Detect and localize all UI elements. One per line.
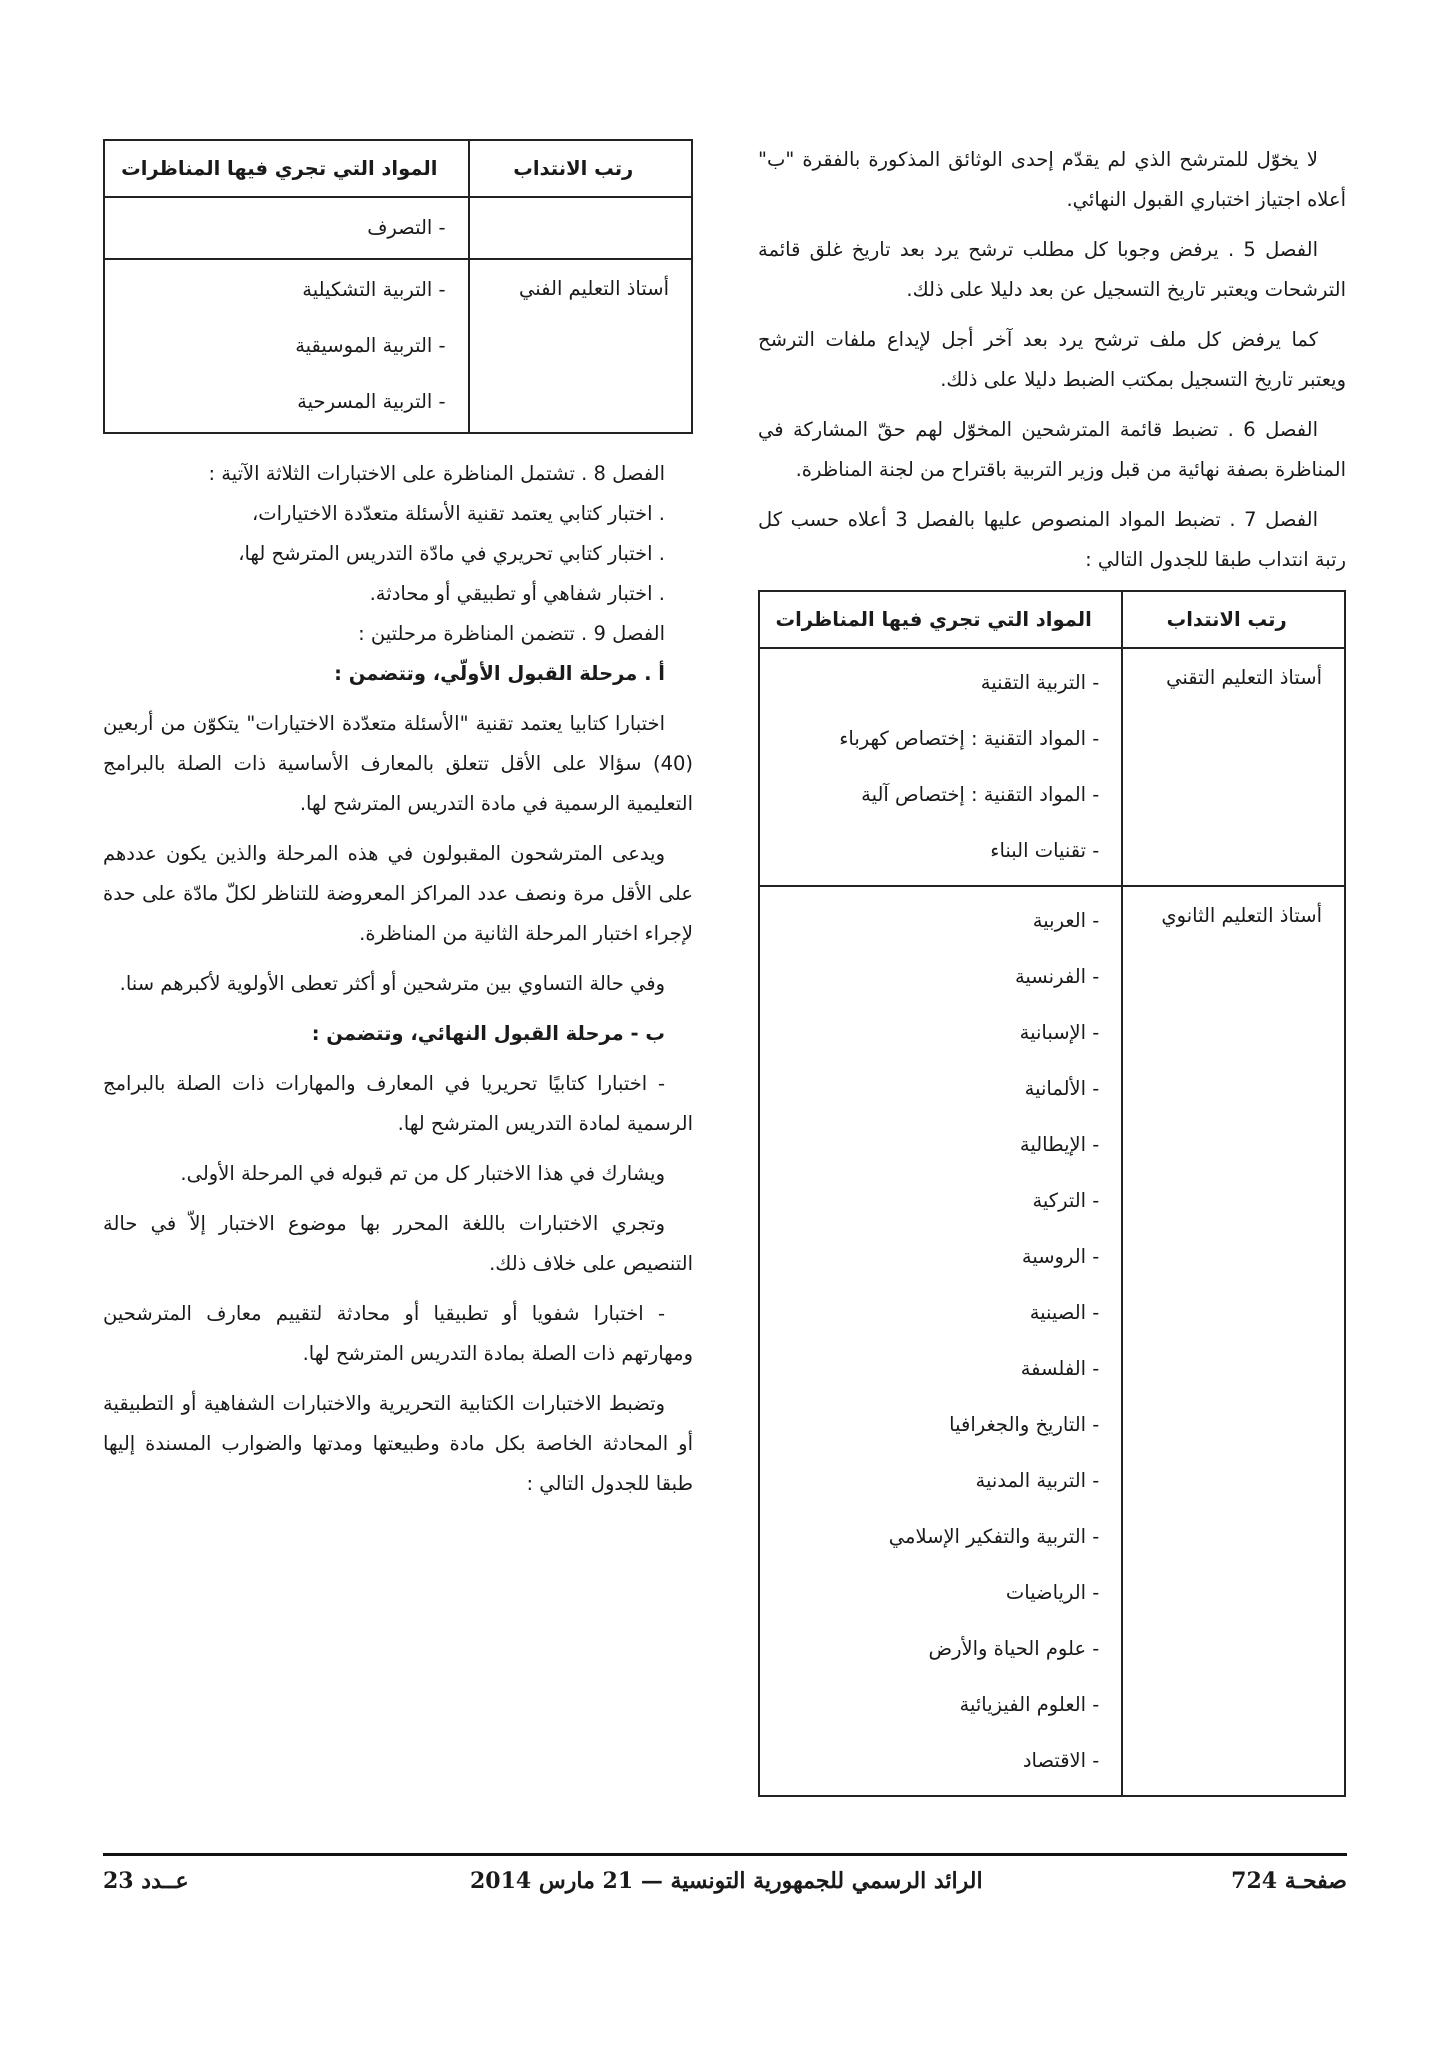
paragraph: وتضبط الاختبارات الكتابية التحريرية والاختبارات الشفاهية أو التطبيقية أو المحادثة الخاصة بكل مادة وطبيعتها ومدتها والضوارب المسندة إليها طبقا للجدول التالي :	[103, 1392, 693, 1495]
subject-item: - التربية الموسيقية	[295, 334, 446, 357]
paragraph: - اختبارا شفويا أو تطبيقيا أو محادثة لتقييم معارف المترشحين ومهارتهم ذات الصلة بمادة التدريس المترشح لها.	[103, 1302, 693, 1365]
journal-title-date: الرائد الرسمي للجمهورية التونسية — 21 مارس 2014	[470, 1868, 983, 1894]
paragraph: لا يخوّل للمترشح الذي لم يقدّم إحدى الوثائق المذكورة بالفقرة "ب" أعلاه اجتياز اختباري القبول النهائي.	[758, 148, 1346, 211]
paragraph: - اختبارا كتابيًا تحريريا في المعارف والمهارات ذات الصلة بالبرامج الرسمية لمادة التدريس المترشح لها.	[103, 1072, 693, 1135]
rank-label: أستاذ التعليم الفني	[519, 277, 669, 300]
footer-divider	[103, 1853, 1347, 1856]
issue-number: عــدد 23	[103, 1868, 189, 1894]
right-column	[758, 140, 1346, 1797]
table-row	[759, 648, 1345, 886]
subjects-cell	[104, 197, 469, 259]
left-paragraphs	[103, 454, 693, 1504]
subject-item: - التربية التشكيلية	[302, 278, 446, 301]
subject-item: - العلوم الفيزيائية	[959, 1693, 1100, 1716]
section-heading: ب - مرحلة القبول النهائي، وتتضمن :	[311, 1022, 665, 1045]
table-row	[759, 886, 1345, 1796]
subjects-cell	[104, 259, 469, 433]
paragraph: . اختبار كتابي تحريري في مادّة التدريس المترشح لها،	[238, 542, 665, 565]
subject-item: - الفلسفة	[1020, 1357, 1100, 1380]
paragraph: كما يرفض كل ملف ترشح يرد بعد آخر أجل لإيداع ملفات الترشح ويعتبر تاريخ التسجيل بمكتب الضبط دليلا على ذلك.	[758, 328, 1346, 391]
paragraph: الفصل 7 . تضبط المواد المنصوص عليها بالفصل 3 أعلاه حسب كل رتبة انتداب طبقا للجدول التالي :	[758, 508, 1346, 571]
table-header-row	[759, 591, 1345, 648]
paragraph: الفصل 6 . تضبط قائمة المترشحين المخوّل لهم حقّ المشاركة في المناظرة بصفة نهائية من قبل وزير التربية باقتراح من لجنة المناظرة.	[758, 418, 1346, 481]
paragraph: ويدعى المترشحون المقبولون في هذه المرحلة والذين يكون عددهم على الأقل مرة ونصف عدد المراكز المعروضة للتناظر لكلّ مادّة على حدة لإجراء اختبار المرحلة الثانية من المناظرة.	[103, 842, 693, 945]
header-subjects: المواد التي تجري فيها المناظرات	[759, 591, 1122, 648]
rank-cell	[469, 197, 692, 259]
subjects-table-continued-2	[103, 139, 693, 434]
subject-item: - المواد التقنية : إختصاص آلية	[861, 783, 1100, 806]
subject-item: - العربية	[1032, 909, 1100, 932]
subject-item: - علوم الحياة والأرض	[928, 1637, 1100, 1660]
section-heading: أ . مرحلة القبول الأولّي، وتتضمن :	[334, 662, 665, 685]
subject-item: - الألمانية	[1024, 1077, 1100, 1100]
paragraph: الفصل 8 . تشتمل المناظرة على الاختبارات الثلاثة الآتية :	[208, 462, 665, 485]
subject-item: - التربية المدنية	[975, 1469, 1100, 1492]
subject-item: - التربية والتفكير الإسلامي	[888, 1525, 1100, 1548]
paragraph: الفصل 5 . يرفض وجوبا كل مطلب ترشح يرد بعد تاريخ غلق قائمة الترشحات ويعتبر تاريخ التسجيل عن بعد دليلا على ذلك.	[758, 238, 1346, 301]
subject-item: - التربية التقنية	[980, 671, 1100, 694]
subject-item: - المواد التقنية : إختصاص كهرباء	[839, 727, 1100, 750]
header-subjects: المواد التي تجري فيها المناظرات	[104, 140, 469, 197]
paragraph: وتجري الاختبارات باللغة المحرر بها موضوع الاختبار إلاّ في حالة التنصيص على خلاف ذلك.	[103, 1212, 693, 1275]
header-rank: رتب الانتداب	[1122, 591, 1345, 648]
subject-item: - تقنيات البناء	[990, 839, 1100, 862]
subject-item: - التاريخ والجغرافيا	[949, 1413, 1100, 1436]
subject-item: - الفرنسية	[1014, 965, 1100, 988]
left-column	[103, 139, 693, 1514]
paragraph: . اختبار كتابي يعتمد تقنية الأسئلة متعدّدة الاختيارات،	[251, 502, 665, 525]
right-paragraphs	[758, 140, 1346, 580]
table-row	[104, 197, 692, 259]
paragraph: اختبارا كتابيا يعتمد تقنية "الأسئلة متعدّدة الاختيارات" يتكوّن من أربعين (40) سؤالا على الأقل تتعلق بالمعارف الأساسية ذات الصلة بالبرامج التعليمية الرسمية في مادة التدريس المترشح لها.	[103, 712, 693, 815]
subject-item: - الصينية	[1029, 1301, 1100, 1324]
paragraph: . اختبار شفاهي أو تطبيقي أو محادثة.	[369, 582, 665, 605]
rank-label	[478, 198, 669, 212]
header-rank: رتب الانتداب	[469, 140, 692, 197]
subject-item: - الاقتصاد	[1022, 1749, 1100, 1772]
rank-cell	[1122, 648, 1345, 886]
subjects-cell	[759, 886, 1122, 1796]
paragraph: ويشارك في هذا الاختبار كل من تم قبوله في المرحلة الأولى.	[180, 1162, 665, 1185]
table-row	[104, 259, 692, 433]
subject-item: - التركية	[1032, 1189, 1100, 1212]
subject-item: - التربية المسرحية	[297, 390, 446, 413]
subjects-table-continued	[758, 590, 1346, 1797]
subject-item: - الروسية	[1021, 1245, 1100, 1268]
rank-cell	[469, 259, 692, 433]
paragraph: الفصل 9 . تتضمن المناظرة مرحلتين :	[358, 622, 665, 645]
rank-label: أستاذ التعليم الثانوي	[1161, 904, 1322, 927]
subject-item: - الرياضيات	[1005, 1581, 1100, 1604]
subjects-cell	[759, 648, 1122, 886]
rank-label: أستاذ التعليم التقني	[1166, 666, 1322, 689]
page-number: صفحـة 724	[1231, 1868, 1347, 1894]
table-header-row	[104, 140, 692, 197]
subject-item: - التصرف	[367, 216, 446, 239]
rank-cell	[1122, 886, 1345, 1796]
subject-item: - الإسبانية	[1019, 1021, 1100, 1044]
subject-item: - الإيطالية	[1019, 1133, 1100, 1156]
paragraph: وفي حالة التساوي بين مترشحين أو أكثر تعطى الأولوية لأكبرهم سنا.	[119, 972, 665, 995]
